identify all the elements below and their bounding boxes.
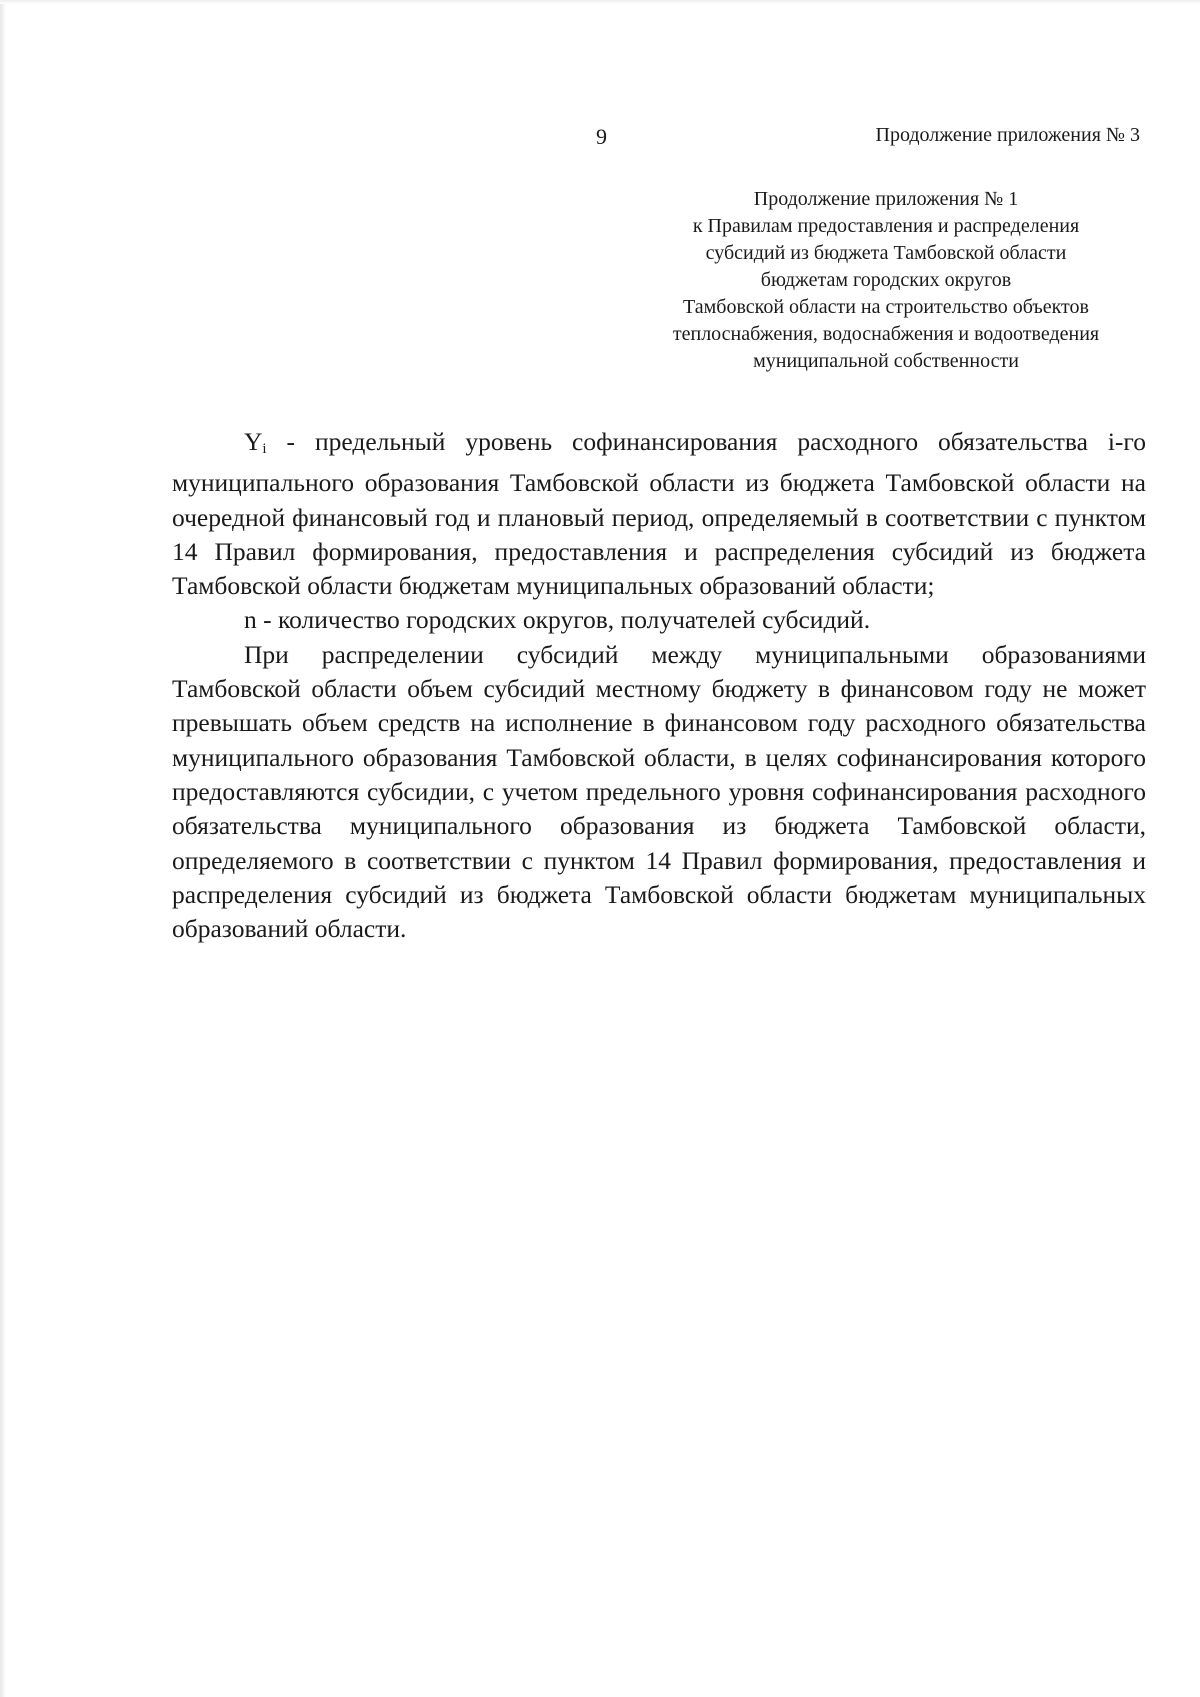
yi-subscript: i	[262, 441, 267, 457]
appendix-header-line: Тамбовской области на строительство объектов	[683, 296, 1089, 318]
distribution-paragraph: При распределении субсидий между муниципальными образованиями Тамбовской области объем субсидий местному бюджету в финансовом году не может превышать объем средств на исполнение в финансовом году расходного обязательства муниципального образования Тамбовской области, в целях софинансирования которого предоставляются субсидии, с учетом предельного уровня софинансирования расходного обязательства муниципального образования из бюджета Тамбовской области, определяемого в соответствии с пунктом 14 Правил формирования, предоставления и распределения субсидий из бюджета Тамбовской области бюджетам муниципальных образований области.	[172, 639, 1146, 944]
appendix-header-line: субсидий из бюджета Тамбовской области	[705, 242, 1067, 264]
appendix-header	[618, 186, 1154, 375]
n-definition-paragraph: n - количество городских округов, получателей субсидий.	[244, 605, 871, 635]
continuation-label: Продолжение приложения № 3	[875, 124, 1140, 146]
appendix-header-line: к Правилам предоставления и распределения	[692, 215, 1080, 237]
yi-definition-paragraph	[172, 425, 1146, 603]
yi-definition-text: - предельный уровень софинансирования расходного обязательства i-го муниципального образования Тамбовской области из бюджета Тамбовской области на очередной финансовый год и плановый период, определяемый в соответствии с пунктом 14 Правил формирования, предоставления и распределения субсидий из бюджета Тамбовской области бюджетам муниципальных образований области;	[172, 427, 1146, 601]
appendix-header-line: теплоснабжения, водоснабжения и водоотведения	[672, 323, 1100, 345]
scan-edge-top	[0, 0, 1200, 4]
page-number: 9	[596, 124, 607, 149]
yi-symbol: Y	[244, 427, 263, 456]
scan-edge-left	[0, 0, 6, 1697]
body-text	[172, 425, 1146, 946]
appendix-header-line: Продолжение приложения № 1	[753, 188, 1019, 210]
appendix-header-line: муниципальной собственности	[753, 350, 1019, 372]
appendix-header-line: бюджетам городских округов	[760, 269, 1012, 291]
